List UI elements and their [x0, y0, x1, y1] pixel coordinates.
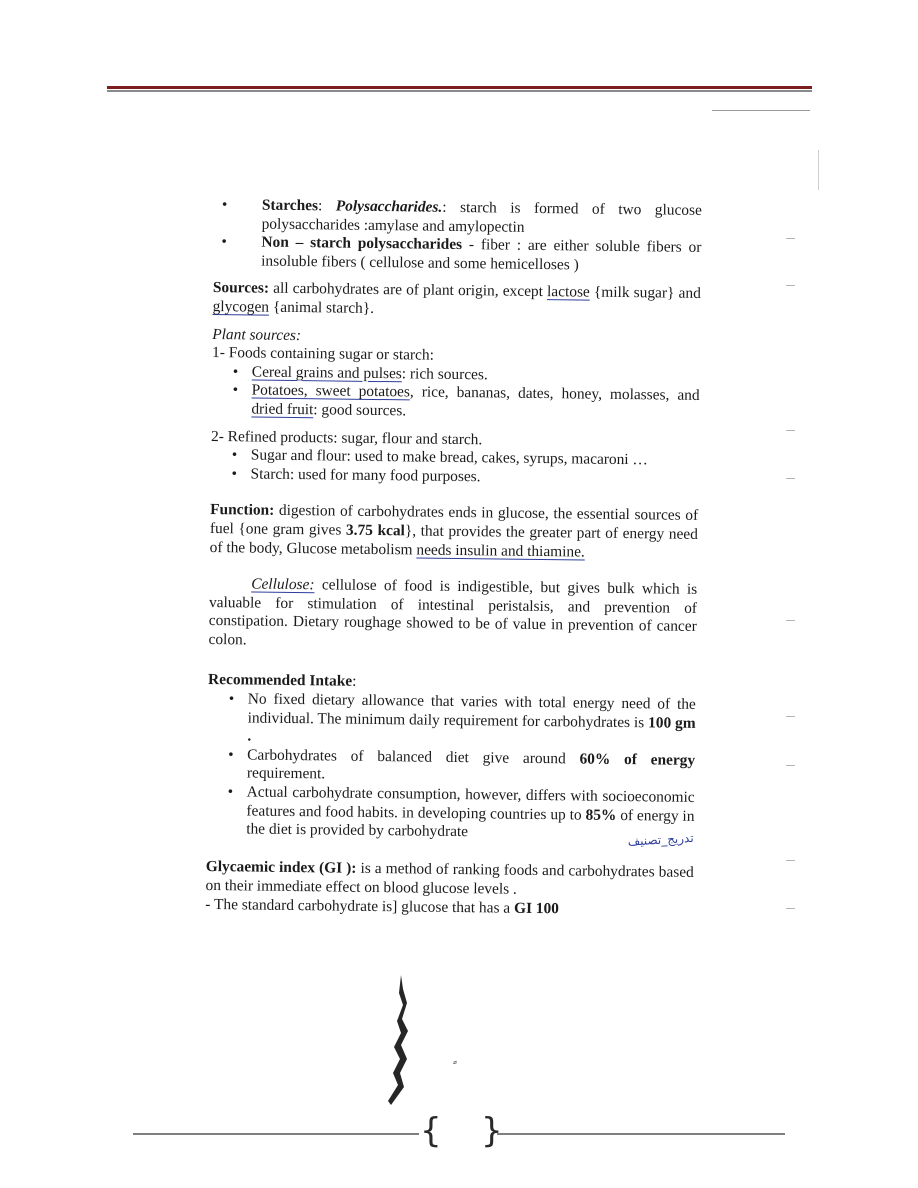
- plant-sources-sublist-2: [210, 446, 698, 489]
- lactose-term: lactose: [546, 283, 590, 301]
- function-label: Function:: [210, 501, 275, 520]
- scan-edge-tick: [786, 285, 795, 286]
- page-body: [205, 196, 702, 920]
- sources-paragraph: Sources: all carbohydrates are of plant origin, except lactose {milk sugar} and glycogen {animal starch}.: [212, 279, 701, 317]
- plant-sources-item-1: 1- Foods containing sugar or starch:: [211, 344, 435, 364]
- scan-edge-tick: [786, 478, 795, 479]
- recommended-intake-heading: Recommended Intake:: [207, 671, 357, 691]
- scan-edge-mark: [818, 150, 819, 190]
- footer-rule-left: [133, 1133, 419, 1135]
- footer-brace-left: {: [420, 1111, 442, 1151]
- starches-text: : starch is formed of two glucose polysaccharides :amylase and amylopectin: [261, 198, 702, 236]
- list-item: • Sugar and flour: used to make bread, cakes, syrups, macaroni …: [211, 446, 699, 471]
- non-starch-label: Non – starch polysaccharides: [261, 233, 463, 254]
- plant-sources-item-2: 2- Refined products: sugar, flour and starch.: [210, 427, 483, 448]
- list-item: • Starch: used for many food purposes.: [210, 465, 698, 490]
- non-starch-text: - fiber : are either soluble fibers or insoluble fibers ( cellulose and some hemicelloses ): [261, 236, 702, 274]
- header-rule-grey: [107, 90, 812, 92]
- footer-brace-right: }: [481, 1111, 503, 1151]
- page-tear-mark: [384, 975, 410, 1105]
- scan-edge-tick: [786, 860, 795, 861]
- recommended-intake-list: [206, 690, 696, 845]
- polysaccharide-list: [213, 196, 702, 276]
- insulin-thiamine-term: needs insulin and thiamine.: [416, 541, 585, 561]
- glycogen-term: glycogen: [212, 297, 270, 316]
- starches-label: Starches: [261, 196, 319, 215]
- list-item: [213, 233, 701, 276]
- list-item: • Carbohydrates of balanced diet give around 60% of energy requirement.: [207, 746, 695, 789]
- plant-sources-sublist-1: [211, 363, 700, 425]
- list-item: • Cereal grains and pulses: rich sources.: [212, 363, 700, 388]
- footer-rule-right: [497, 1133, 785, 1135]
- scan-edge-tick: [786, 765, 795, 766]
- handwritten-annotation: تدريج_تصنيف: [627, 830, 694, 849]
- gi-paragraph: Glycaemic index (GI ): is a method of ranking foods and carbohydrates based on their immediate effect on blood glucose levels .: [205, 858, 694, 898]
- function-paragraph: Function: digestion of carbohydrates ends in glucose, the essential sources of fuel {one gram gives 3.75 kcal}, that provides the greater part of energy need of the body, Glucose metabolism needs insulin and thiamine.: [209, 501, 699, 561]
- list-item: • Actual carbohydrate consumption, however, differs with socioeconomic features and food habits. in developing countries up to 85% of energy in the diet is provided by carbohydrate: [206, 783, 695, 845]
- scan-edge-tick: [786, 620, 795, 621]
- list-item: • No fixed dietary allowance that varies with total energy need of the individual. The minimum daily requirement for carbohydrates is 100 gm .: [207, 690, 696, 752]
- scan-edge-tick: [786, 430, 795, 431]
- header-rule-red: [107, 86, 812, 89]
- gi-label: Glycaemic index (GI ):: [205, 858, 357, 878]
- kcal-value: 3.75 kcal: [345, 521, 405, 540]
- cellulose-term: Cellulose:: [251, 575, 315, 594]
- polysaccharides-term: Polysaccharides.: [335, 197, 443, 216]
- sources-label: Sources:: [212, 279, 270, 298]
- scan-edge-tick: [786, 716, 795, 717]
- list-item: • Potatoes, sweet potatoes, rice, bananas, dates, honey, molasses, and dried fruit: good sources.: [211, 381, 699, 424]
- plant-sources-title: Plant sources:: [212, 325, 302, 344]
- scan-edge-tick: [786, 908, 795, 909]
- scan-edge-tick: [786, 238, 795, 239]
- gi-standard-line: - The standard carbohydrate is] glucose that has a GI 100: [205, 895, 560, 917]
- list-item: • Starches: Polysaccharides.: starch is formed of two glucose polysaccharides :amylase and amylopectin: [214, 196, 702, 239]
- scan-margin-rule: [712, 110, 810, 111]
- cellulose-paragraph: Cellulose: cellulose of food is indigestible, but gives bulk which is valuable for stimulation of intestinal peristalsis, and prevention of constipation. Dietary roughage showed to be of value in prevention of cancer colon.: [208, 575, 698, 649]
